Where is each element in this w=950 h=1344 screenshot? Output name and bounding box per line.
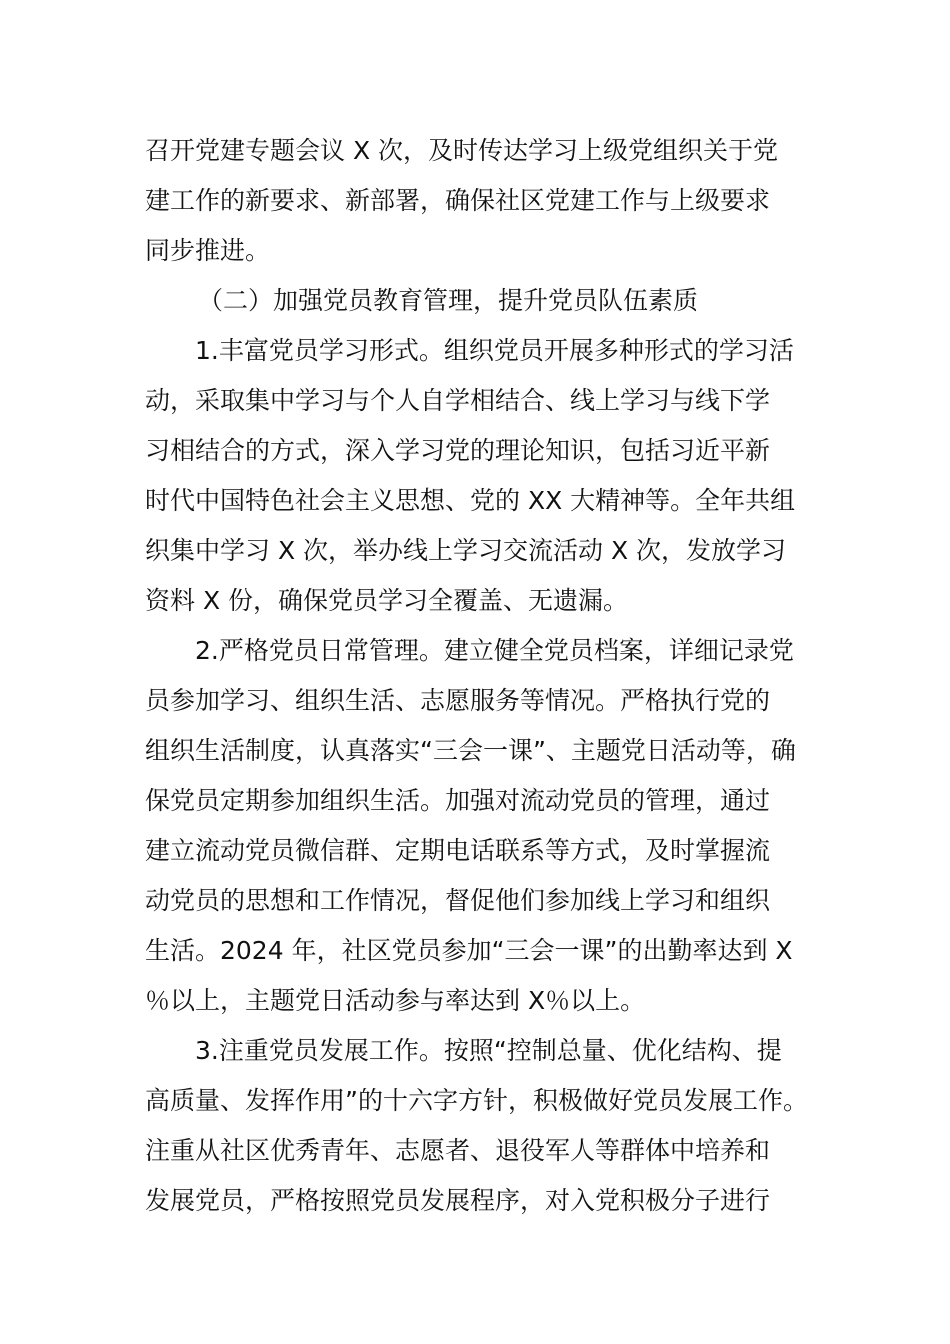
text-line: 建工作的新要求、新部署，确保社区党建工作与上级要求 xyxy=(145,186,771,215)
text-line: 时代中国特色社会主义思想、党的 XX 大精神等。全年共组 xyxy=(145,486,796,515)
text-line: 1.丰富党员学习形式。组织党员开展多种形式的学习活 xyxy=(195,336,794,365)
text-line: 2.严格党员日常管理。建立健全党员档案，详细记录党 xyxy=(195,636,794,665)
section-heading: （二）加强党员教育管理，提升党员队伍素质 xyxy=(198,286,699,315)
text-line: 注重从社区优秀青年、志愿者、退役军人等群体中培养和 xyxy=(145,1136,771,1165)
text-line: 动，采取集中学习与个人自学相结合、线上学习与线下学 xyxy=(145,386,771,415)
text-line: 资料 X 份，确保党员学习全覆盖、无遗漏。 xyxy=(145,586,629,615)
text-line: 组织生活制度，认真落实“三会一课”、主题党日活动等，确 xyxy=(145,736,796,765)
text-line: 同步推进。 xyxy=(145,236,271,265)
text-line: 3.注重党员发展工作。按照“控制总量、优化结构、提 xyxy=(195,1036,782,1065)
text-line: ％以上，主题党日活动参与率达到 X％以上。 xyxy=(145,986,646,1015)
text-line: 生活。2024 年，社区党员参加“三会一课”的出勤率达到 X xyxy=(145,936,793,965)
text-line: 织集中学习 X 次，举办线上学习交流活动 X 次，发放学习 xyxy=(145,536,787,565)
text-line: 高质量、发挥作用”的十六字方针，积极做好党员发展工作。 xyxy=(145,1086,808,1115)
text-line: 保党员定期参加组织生活。加强对流动党员的管理，通过 xyxy=(145,786,771,815)
text-line: 召开党建专题会议 X 次，及时传达学习上级党组织关于党 xyxy=(145,136,779,165)
text-line: 建立流动党员微信群、定期电话联系等方式，及时掌握流 xyxy=(145,836,771,865)
text-line: 动党员的思想和工作情况，督促他们参加线上学习和组织 xyxy=(145,886,771,915)
text-line: 员参加学习、组织生活、志愿服务等情况。严格执行党的 xyxy=(145,686,771,715)
text-line: 发展党员，严格按照党员发展程序，对入党积极分子进行 xyxy=(145,1186,771,1215)
text-line: 习相结合的方式，深入学习党的理论知识，包括习近平新 xyxy=(145,436,771,465)
